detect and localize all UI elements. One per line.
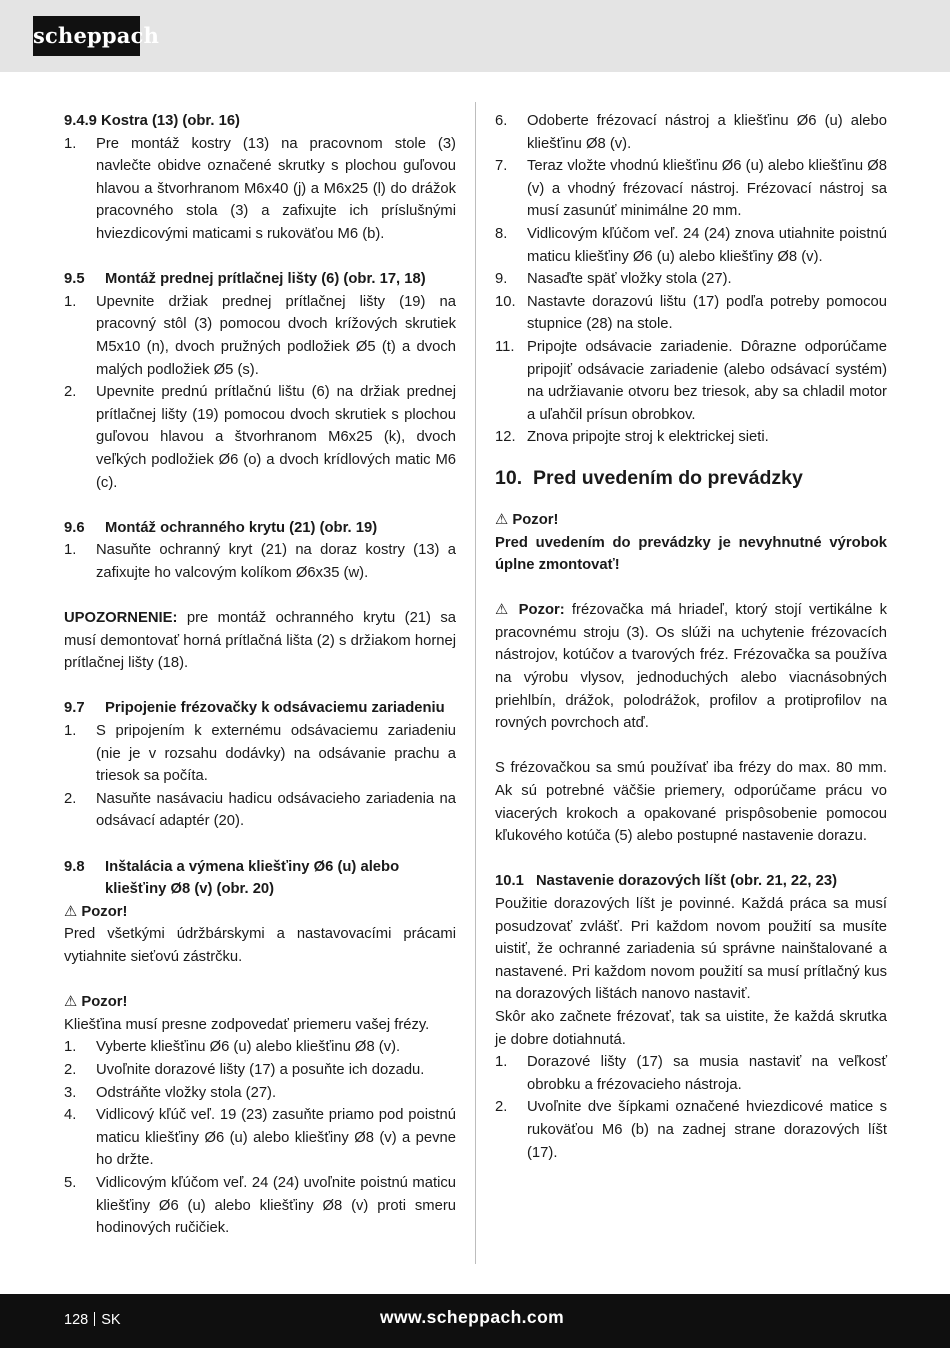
list-item: 2. Uvoľnite dve šípkami označené hviezdicové matice s rukoväťou M6 (b) na zadnej strane dorazových líšt (17).	[495, 1099, 887, 1161]
website-link[interactable]: www.scheppach.com	[380, 1307, 565, 1327]
page-number: 128 SK	[64, 1312, 121, 1328]
list-item: 10. Nastavte dorazovú lištu (17) podľa potreby pomocou stupnice (28) na stole.	[495, 293, 887, 333]
column-divider	[475, 102, 476, 1264]
list-item: 3. Odstráňte vložky stola (27).	[64, 1084, 277, 1101]
section-9-5-list	[64, 291, 456, 494]
notice-paragraph: UPOZORNENIE: pre montáž ochranného krytu (21) sa musí demontovať horná prítlačná lišta (2) s držiakom hornej prítlačnej lišty (18).	[64, 610, 456, 672]
list-item: 12. Znova pripojte stroj k elektrickej sieti.	[495, 429, 769, 446]
list-item: 11. Pripojte odsávacie zariadenie. Dôrazne odporúčame pripojiť odsávacie zariadenie (alebo odsávací systém) na udržiavanie otvoru bez triesok, aby sa chladil motor a uľahčil prísun obrobkov.	[495, 338, 887, 423]
left-column	[64, 110, 456, 1240]
list-item: 4. Vidlicový kľúč veľ. 19 (23) zasuňte priamo pod poistnú maticu kliešťiny Ø6 (u) alebo kliešťiny Ø8 (v) a pevne ho držte.	[64, 1107, 456, 1169]
list-item: 1. Vyberte kliešťinu Ø6 (u) alebo kliešťinu Ø8 (v).	[64, 1039, 401, 1056]
list-item: 2. Uvoľnite dorazové lišty (17) a posuňte ich dozadu.	[64, 1061, 425, 1078]
section-9-4-9-heading: 9.4.9 Kostra (13) (obr. 16)	[64, 113, 240, 129]
warning-label: ⚠ Pozor!	[64, 994, 128, 1011]
section-9-8-list-continued	[495, 110, 887, 449]
warning-paragraph: ⚠ Pozor: frézovačka má hriadeľ, ktorý stojí vertikálne k pracovnému stroju (3). Os slúži na uchytenie frézovacích nástrojov, kotúčov a tvarových fréz. Frézovačka sa používa na výrobu vlysov, jednoduchých alebo viacnásobných priehlbín, drážok, polodrážok, profilov a protiprofilov na rovných povrchoch atď.	[495, 602, 887, 732]
list-item: 2. Nasuňte nasávaciu hadicu odsávacieho zariadenia na odsávací adaptér (20).	[64, 790, 456, 830]
section-9-8-list	[64, 1036, 456, 1239]
section-9-4-9-list	[64, 133, 456, 246]
paragraph: Skôr ako začnete frézovať, tak sa uistite, že každá skrutka je dobre dotiahnutá.	[495, 1008, 887, 1048]
warning-label: ⚠ Pozor!	[64, 903, 128, 920]
warning-icon: ⚠	[64, 903, 78, 920]
page-header	[0, 0, 950, 72]
warning-text: Kliešťina musí presne zodpovedať priemeru vašej frézy.	[64, 1016, 430, 1033]
section-9-7-heading: 9.7 Pripojenie frézovačky k odsávaciemu zariadeniu	[64, 700, 445, 717]
warning-text: Pred všetkými údržbárskymi a nastavovacími prácami vytiahnite sieťovú zástrčku.	[64, 926, 456, 965]
list-item: 6. Odoberte frézovací nástroj a kliešťinu Ø6 (u) alebo kliešťinu Ø8 (v).	[495, 113, 887, 152]
list-item: 7. Teraz vložte vhodnú kliešťinu Ø6 (u) alebo kliešťinu Ø8 (v) a vhodný frézovací nástroj. Frézovací nástroj sa musí zasunúť minimálne 20 mm.	[495, 158, 887, 220]
list-item: 2. Upevnite prednú prítlačnú lištu (6) na držiak prednej prítlačnej lišty (19) pomocou dvoch skrutiek s plochou guľovou hlavou a štvorhranom M6x25 (k), dvoch veľkých podložiek Ø6 (o) a dvoch krídlových matic M6 (c).	[64, 384, 456, 491]
list-item: 8. Vidlicovým kľúčom veľ. 24 (24) znova utiahnite poistnú maticu kliešťiny Ø6 (u) alebo kliešťiny Ø8 (v).	[495, 225, 887, 265]
section-9-5-heading: 9.5 Montáž prednej prítlačnej lišty (6) (obr. 17, 18)	[64, 271, 426, 288]
paragraph: Použitie dorazových líšt je povinné. Každá práca sa musí posudzovať zvlášť. Pri každom novom použití sa musíte uistiť, že ochranné zariadenia sú správne nainštalované a nastavené. Pri každom novom použití sa musí prítlačný kus na dorazových lištách nanovo nastaviť.	[495, 896, 887, 1003]
list-item: 1. Pre montáž kostry (13) na pracovnom stole (3) navlečte obidve označené skrutky s plochou guľovou hlavou a štvorhranom M6x40 (j) a M6x25 (l) do drážok pracovného stola (3) a zafixujte ich príslušnými hviezdicovými maticami s rukoväťou M6 (b).	[64, 135, 456, 242]
section-9-8-heading: 9.8 Inštalácia a výmena kliešťiny Ø6 (u) alebo kliešťiny Ø8 (v) (obr. 20)	[64, 856, 456, 901]
list-item: 1. Dorazové lišty (17) sa musia nastaviť na veľkosť obrobku a frézovacieho nástroja.	[495, 1054, 887, 1093]
list-item: 1. S pripojením k externému odsávaciemu zariadeniu (nie je v rozsahu dodávky) na odsávanie prachu a triesok sa počíta.	[64, 723, 456, 785]
page-footer	[0, 1294, 950, 1348]
list-item: 9. Nasaďte späť vložky stola (27).	[495, 271, 732, 288]
list-item: 1. Nasuňte ochranný kryt (21) na doraz kostry (13) a zafixujte ho valcovým kolíkom Ø6x35 (w).	[64, 542, 456, 581]
section-9-6-list	[64, 539, 456, 584]
warning-label: ⚠ Pozor!	[495, 511, 559, 528]
list-item: 5. Vidlicovým kľúčom veľ. 24 (24) uvoľnite poistnú maticu kliešťiny Ø6 (u) alebo kliešťiny Ø8 (v) proti smeru hodinových ručičiek.	[64, 1174, 456, 1237]
right-column	[495, 110, 887, 1164]
warning-icon: ⚠	[495, 602, 512, 619]
section-10-1-list	[495, 1051, 887, 1164]
section-10-heading: 10. Pred uvedením do prevádzky	[495, 466, 803, 489]
scheppach-logo: scheppach	[33, 16, 140, 56]
section-9-8-title: Inštalácia a výmena kliešťiny Ø6 (u) alebo kliešťiny Ø8 (v) (obr. 20)	[105, 858, 400, 898]
warning-icon: ⚠	[64, 994, 78, 1011]
warning-text: Pred uvedením do prevádzky je nevyhnutné výrobok úplne zmontovať!	[495, 534, 887, 574]
warning-icon: ⚠	[495, 511, 509, 528]
section-10-1-heading: 10.1 Nastavenie dorazových líšt (obr. 21, 22, 23)	[495, 873, 837, 890]
section-9-6-heading: 9.6 Montáž ochranného krytu (21) (obr. 19)	[64, 519, 378, 536]
list-item: 1. Upevnite držiak prednej prítlačnej lišty (19) na pracovný stôl (3) pomocou dvoch krížových skrutiek M5x10 (n), dvoch pružných podložiek Ø5 (t) a dvoch malých podložiek Ø5 (s).	[64, 293, 456, 378]
section-9-7-list	[64, 720, 456, 833]
paragraph: S frézovačkou sa smú používať iba frézy do max. 80 mm. Ak sú potrebné väčšie priemery, odporúčame prácu vo viacerých krokoch a opakované prispôsobenie pomocou kľukového kotúča (5) alebo postupné nastavenie dorazu.	[495, 760, 887, 845]
